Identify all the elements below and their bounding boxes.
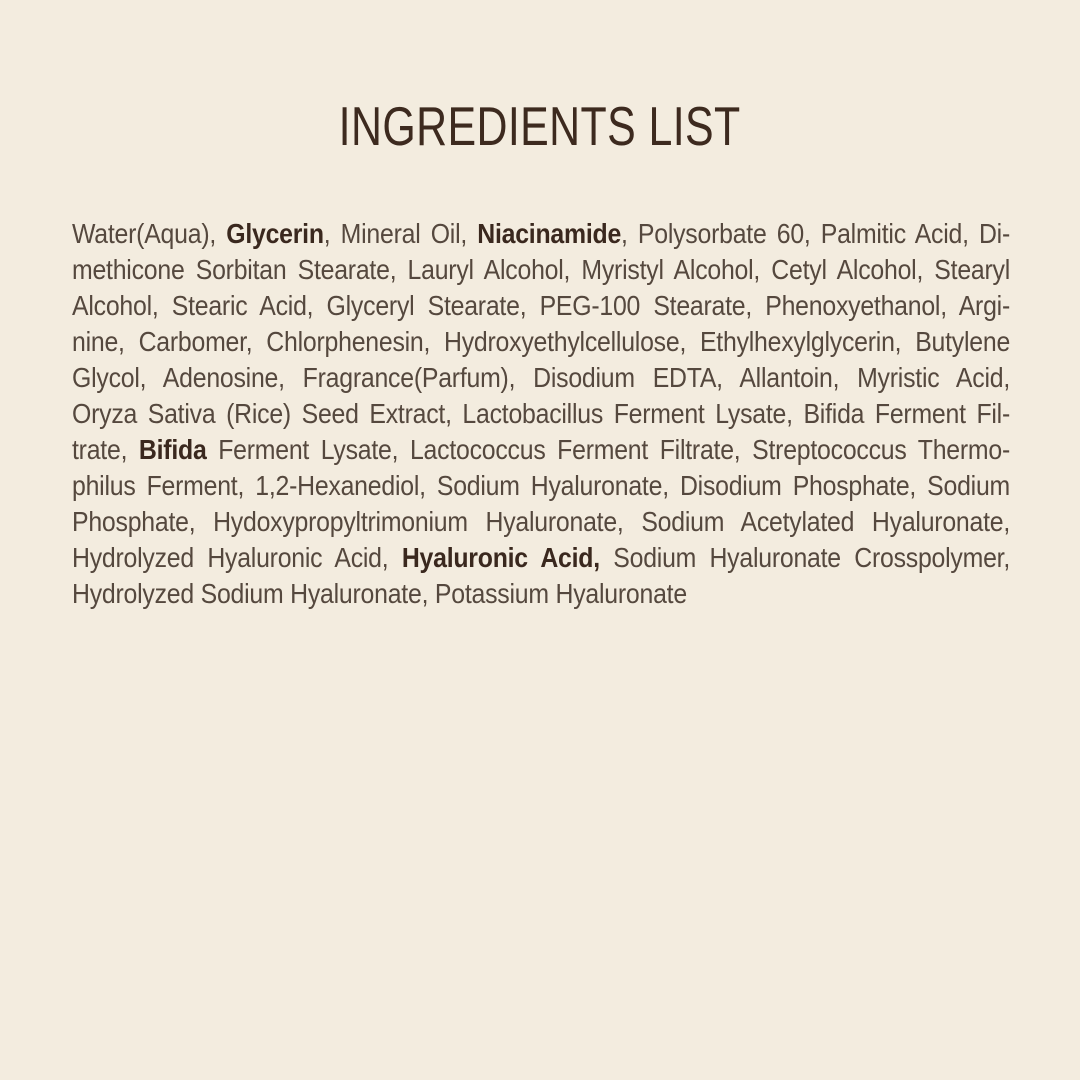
ingredients-line — [72, 324, 1010, 360]
ingredients-line — [72, 216, 1010, 252]
ingredients-line — [72, 504, 1010, 540]
ingredients-line — [72, 576, 1010, 612]
ingredient-text: methicone Sorbitan Stearate, Lauryl Alcohol, Myristyl Alcohol, Cetyl Alcohol, Stearyl — [72, 254, 1011, 285]
ingredient-text: Oryza Sativa (Rice) Seed Extract, Lactobacillus Ferment Lysate, Bifida Ferment Fil- — [72, 398, 1011, 429]
ingredients-line — [72, 252, 1010, 288]
ingredients-line — [72, 288, 1010, 324]
ingredient-text: Glycol, Adenosine, Fragrance(Parfum), Disodium EDTA, Allantoin, Myristic Acid, — [72, 362, 1011, 393]
ingredient-text: Hydrolyzed Hyaluronic Acid, — [72, 542, 402, 573]
page-title — [0, 95, 1080, 157]
ingredients-paragraph — [72, 216, 1010, 612]
ingredient-text: , Polysorbate 60, Palmitic Acid, Di- — [621, 218, 1011, 249]
ingredient-text: Hydrolyzed Sodium Hyaluronate, Potassium Hyaluronate — [72, 578, 687, 609]
ingredient-text: nine, Carbomer, Chlorphenesin, Hydroxyethylcellulose, Ethylhexylglycerin, Butylene — [72, 326, 1011, 357]
ingredients-line — [72, 360, 1010, 396]
ingredient-text: Alcohol, Stearic Acid, Glyceryl Stearate, PEG-100 Stearate, Phenoxyethanol, Argi- — [72, 290, 1011, 321]
page-title-text: INGREDIENTS LIST — [339, 95, 741, 157]
ingredients-line — [72, 432, 1010, 468]
ingredient-highlight: Bifida — [138, 434, 207, 465]
ingredient-highlight: Glycerin — [226, 218, 324, 249]
ingredient-text: Phosphate, Hydoxypropyltrimonium Hyaluronate, Sodium Acetylated Hyaluronate, — [72, 506, 1011, 537]
ingredients-line — [72, 396, 1010, 432]
ingredient-highlight: Hyaluronic Acid, — [401, 542, 600, 573]
ingredient-text: Water(Aqua), — [72, 218, 227, 249]
ingredient-text: philus Ferment, 1,2-Hexanediol, Sodium Hyaluronate, Disodium Phosphate, Sodium — [72, 470, 1011, 501]
ingredients-line — [72, 540, 1010, 576]
ingredient-text: Sodium Hyaluronate Crosspolymer, — [599, 542, 1011, 573]
ingredient-text: , Mineral Oil, — [323, 218, 478, 249]
ingredients-line — [72, 468, 1010, 504]
ingredient-highlight: Niacinamide — [477, 218, 622, 249]
ingredient-text: Ferment Lysate, Lactococcus Ferment Filtrate, Streptococcus Thermo- — [206, 434, 1011, 465]
ingredient-text: trate, — [72, 434, 139, 465]
